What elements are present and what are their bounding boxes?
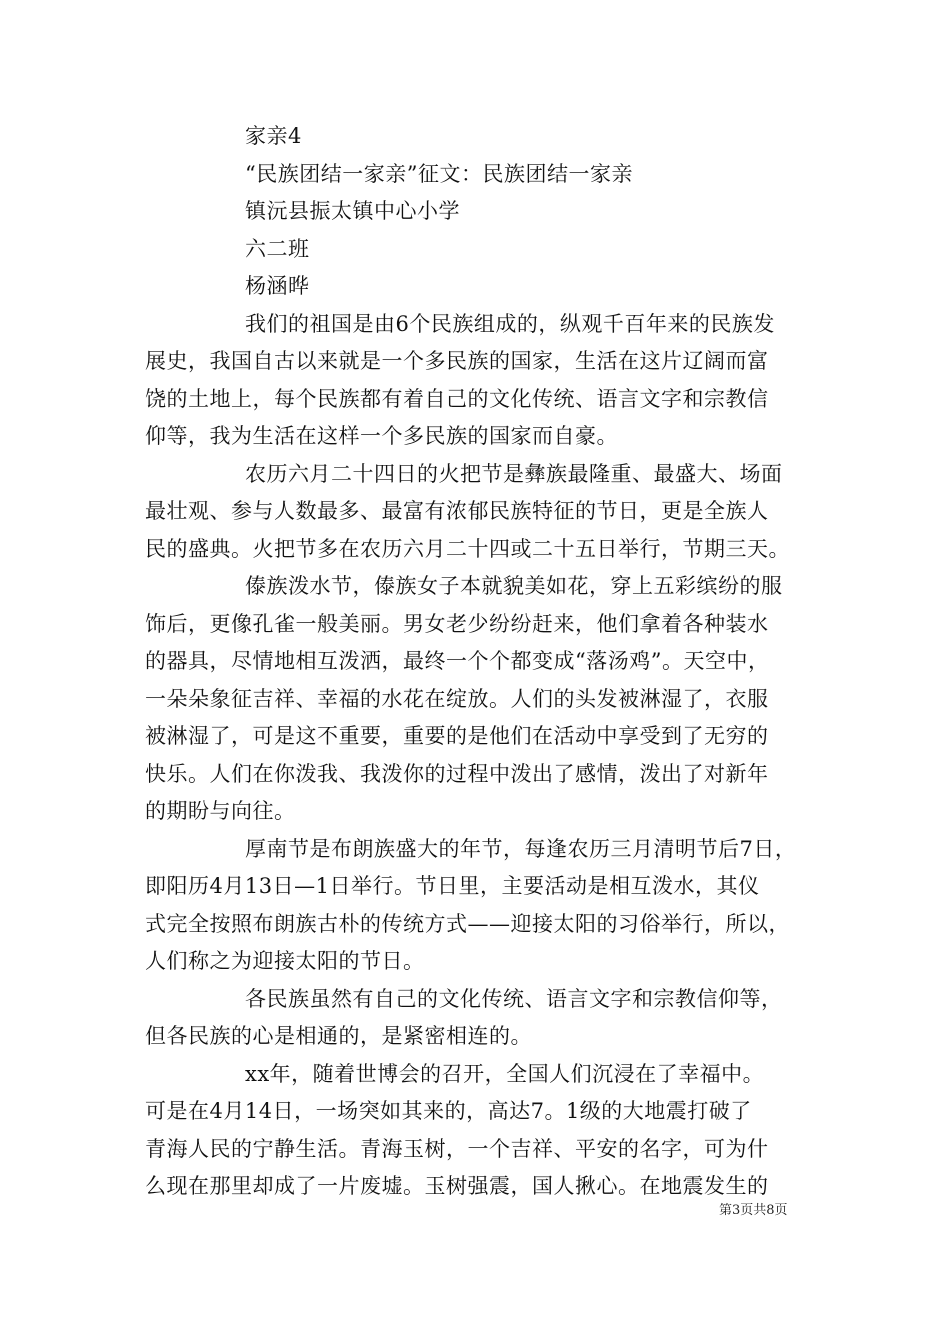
text-line: xx年，随着世博会的召开，全国人们沉浸在了幸福中。 bbox=[245, 1061, 765, 1086]
text-line: 一朵朵象征吉祥、幸福的水花在绽放。人们的头发被淋湿了，衣服 bbox=[145, 686, 769, 711]
text-line: 六二班 bbox=[245, 236, 310, 261]
text-line: 但各民族的心是相通的，是紧密相连的。 bbox=[145, 1024, 532, 1048]
body-text bbox=[145, 118, 810, 1206]
text-line: 展史，我国自古以来就是一个多民族的国家，生活在这片辽阔而富 bbox=[145, 349, 769, 373]
text-line: 人们称之为迎接太阳的节日。 bbox=[145, 949, 425, 973]
text-line: 镇沅县振太镇中心小学 bbox=[245, 199, 460, 223]
page-number: 第3页共8页 bbox=[719, 1203, 788, 1218]
text-line: 各民族虽然有自己的文化传统、语言文字和宗教信仰等， bbox=[245, 986, 783, 1011]
text-line: 饰后，更像孔雀一般美丽。男女老少纷纷赶来，他们拿着各种装水 bbox=[145, 611, 769, 636]
text-line: 式完全按照布朗族古朴的传统方式——迎接太阳的习俗举行，所以， bbox=[145, 911, 790, 936]
text-line: 农历六月二十四日的火把节是彝族最隆重、最盛大、场面 bbox=[245, 461, 783, 486]
text-line: 家亲4 bbox=[245, 124, 302, 148]
text-line: 即阳历4月13日—1日举行。节日里，主要活动是相互泼水，其仪 bbox=[145, 874, 760, 898]
text-line: 的期盼与向往。 bbox=[145, 799, 296, 823]
text-line: 被淋湿了，可是这不重要，重要的是他们在活动中享受到了无穷的 bbox=[145, 724, 769, 748]
text-line: 的器具，尽情地相互泼洒，最终一个个都变成“落汤鸡”。天空中， bbox=[145, 649, 770, 673]
text-line: 快乐。人们在你泼我、我泼你的过程中泼出了感情，泼出了对新年 bbox=[145, 761, 769, 786]
text-line: 可是在4月14日，一场突如其来的，高达7。1级的大地震打破了 bbox=[145, 1099, 752, 1123]
text-line: 厚南节是布朗族盛大的年节，每逢农历三月清明节后7日， bbox=[245, 836, 797, 861]
text-line: 青海人民的宁静生活。青海玉树，一个吉祥、平安的名字，可为什 bbox=[145, 1136, 769, 1161]
text-line: 傣族泼水节，傣族女子本就貌美如花，穿上五彩缤纷的服 bbox=[245, 574, 783, 598]
text-line: 民的盛典。火把节多在农历六月二十四或二十五日举行，节期三天。 bbox=[145, 536, 790, 561]
text-line: 么现在那里却成了一片废墟。玉树强震，国人揪心。在地震发生的 bbox=[145, 1174, 769, 1198]
text-line: 饶的土地上，每个民族都有着自己的文化传统、语言文字和宗教信 bbox=[145, 386, 769, 411]
text-line: 我们的祖国是由6个民族组成的，纵观千百年来的民族发 bbox=[245, 311, 775, 336]
text-line: 仰等，我为生活在这样一个多民族的国家而自豪。 bbox=[145, 424, 618, 448]
text-line: 最壮观、参与人数最多、最富有浓郁民族特征的节日，更是全族人 bbox=[145, 499, 769, 523]
text-line: 杨涵晔 bbox=[245, 274, 310, 298]
text-line: “民族团结一家亲”征文：民族团结一家亲 bbox=[245, 161, 633, 186]
